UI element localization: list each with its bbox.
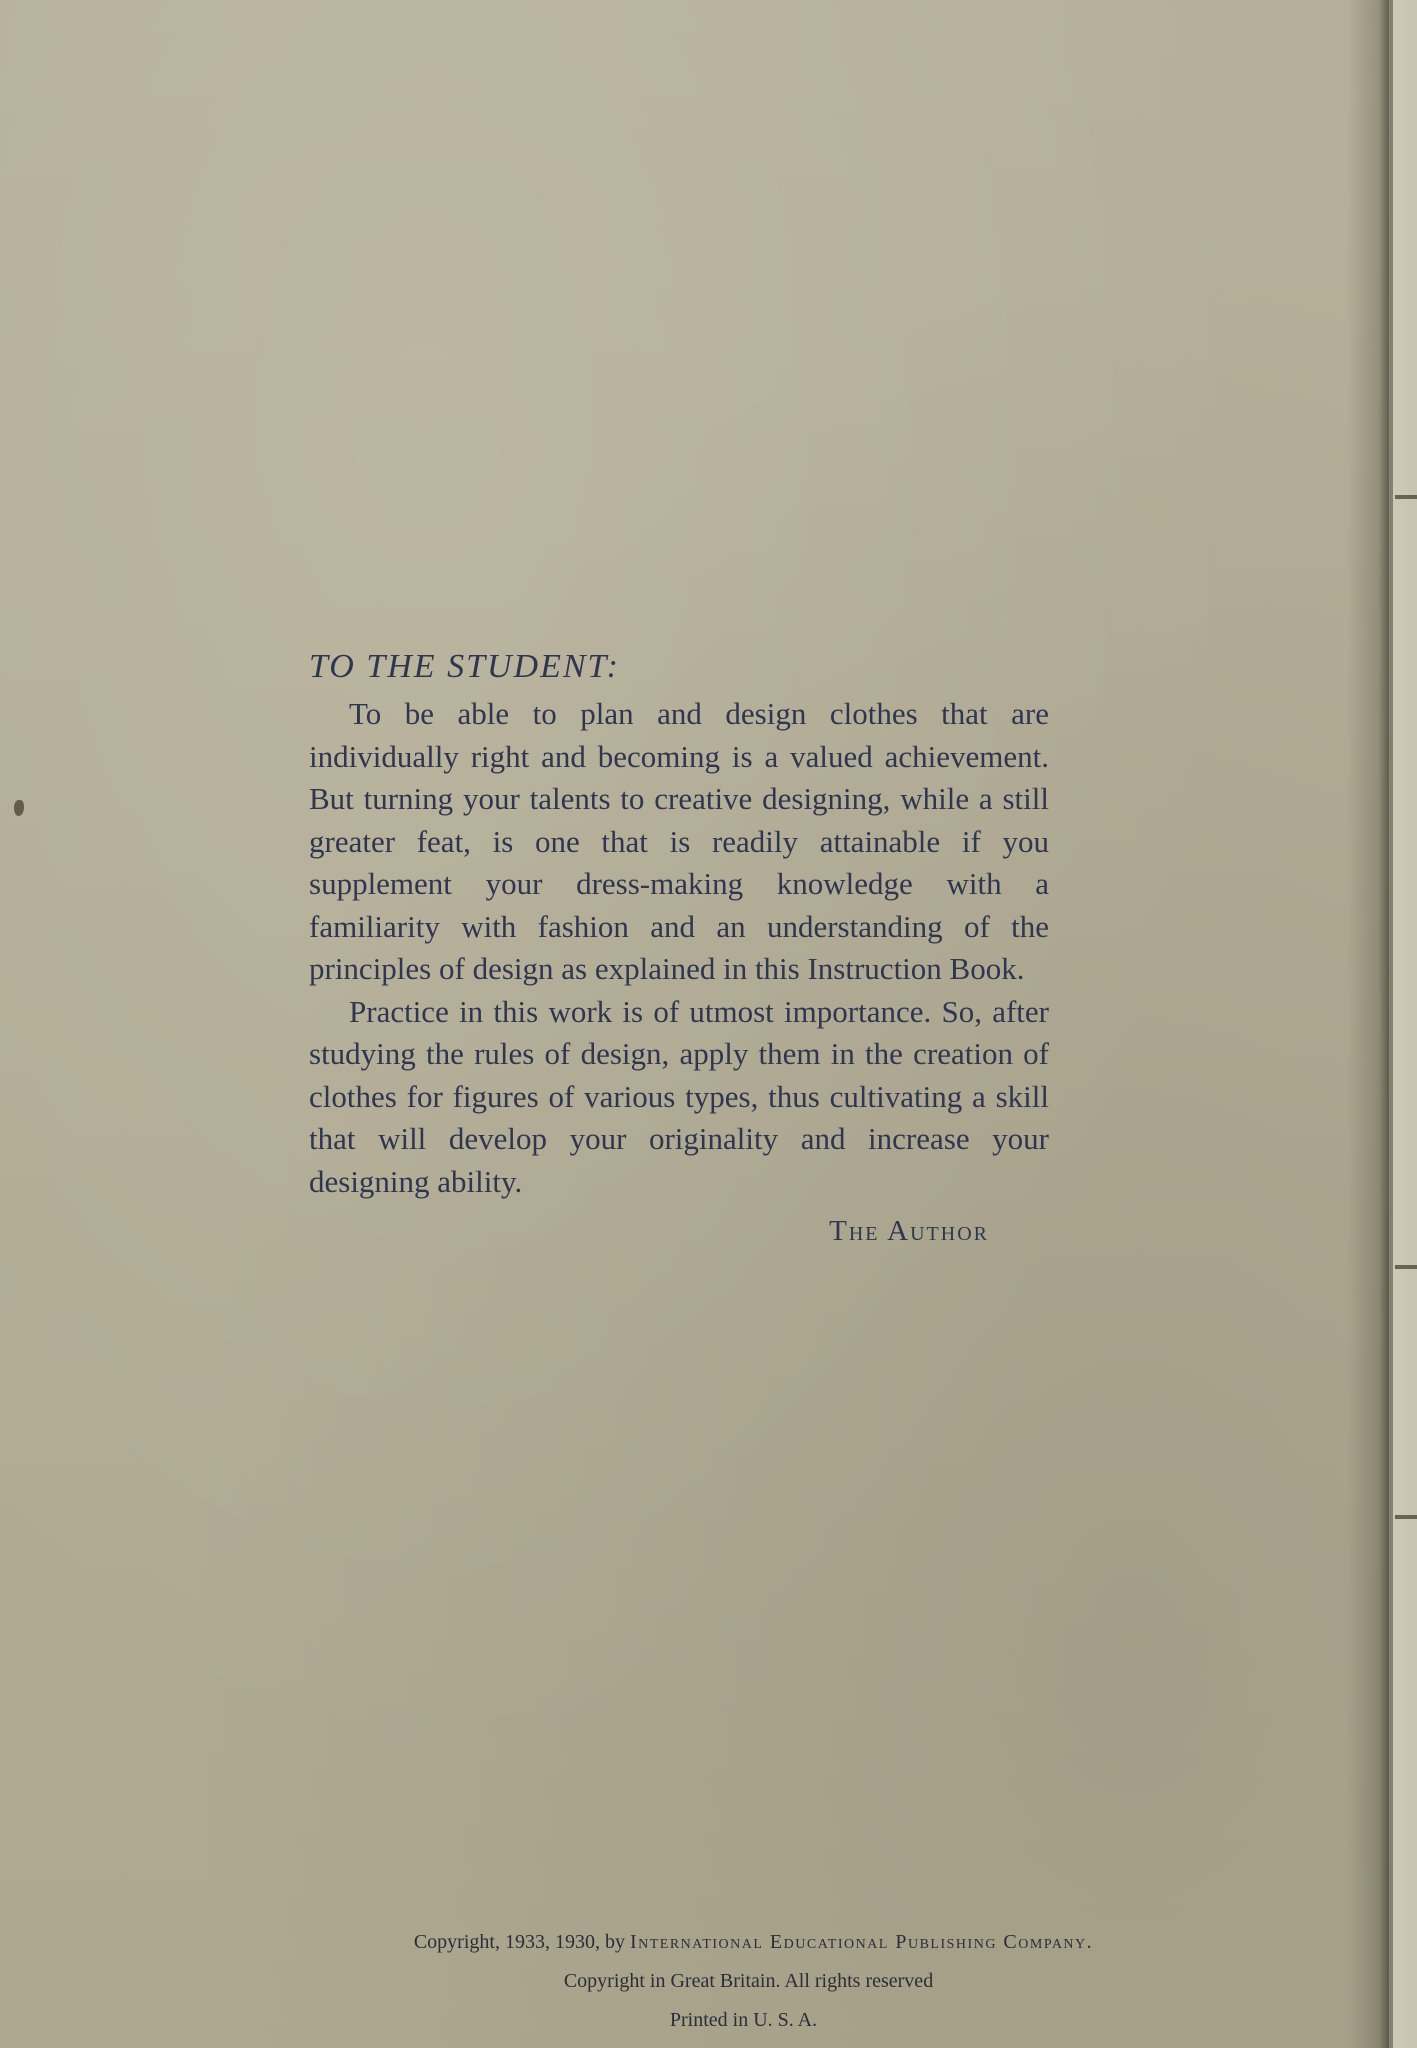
- page-edge-tab: [1395, 1515, 1417, 1519]
- page-edge-line: [1390, 0, 1393, 2048]
- british-copyright-line: Copyright in Great Britain. All rights reserved: [563, 1970, 934, 1992]
- page-edge-tab: [1395, 1265, 1417, 1269]
- letter-paragraph-2: Practice in this work is of utmost importance. So, after studying the rules of design, apply them in the creation of clothes for figures of various types, thus cultivating a skill that will develop your originality and increase your designing ability.: [309, 993, 1049, 1199]
- letter-paragraph-1: To be able to plan and design clothes that are individually right and becoming is a valued achievement. But turning your talents to creative designing, while a still greater feat, is one that is readily attainable if you supplement your dress-making knowledge with a familiarity with fashion and an understanding of the principles of design as explained in this Instruction Book.: [309, 696, 1049, 986]
- page-edge-tab: [1395, 495, 1417, 499]
- letter-to-student: [309, 645, 1049, 1251]
- publisher-name: International Educational Publishing Company.: [629, 1931, 1094, 1953]
- letter-heading: TO THE STUDENT:: [309, 648, 620, 685]
- copyright-footer: [0, 1923, 1417, 2040]
- copyright-prefix: Copyright, 1933, 1930, by: [413, 1931, 625, 1953]
- printed-in-line: Printed in U. S. A.: [669, 2009, 818, 2031]
- paper-blemish: [14, 800, 24, 816]
- copyright-line: [90, 1923, 1417, 1962]
- letter-signature: The Author: [829, 1215, 989, 1247]
- page-binding-edge: [1347, 0, 1417, 2048]
